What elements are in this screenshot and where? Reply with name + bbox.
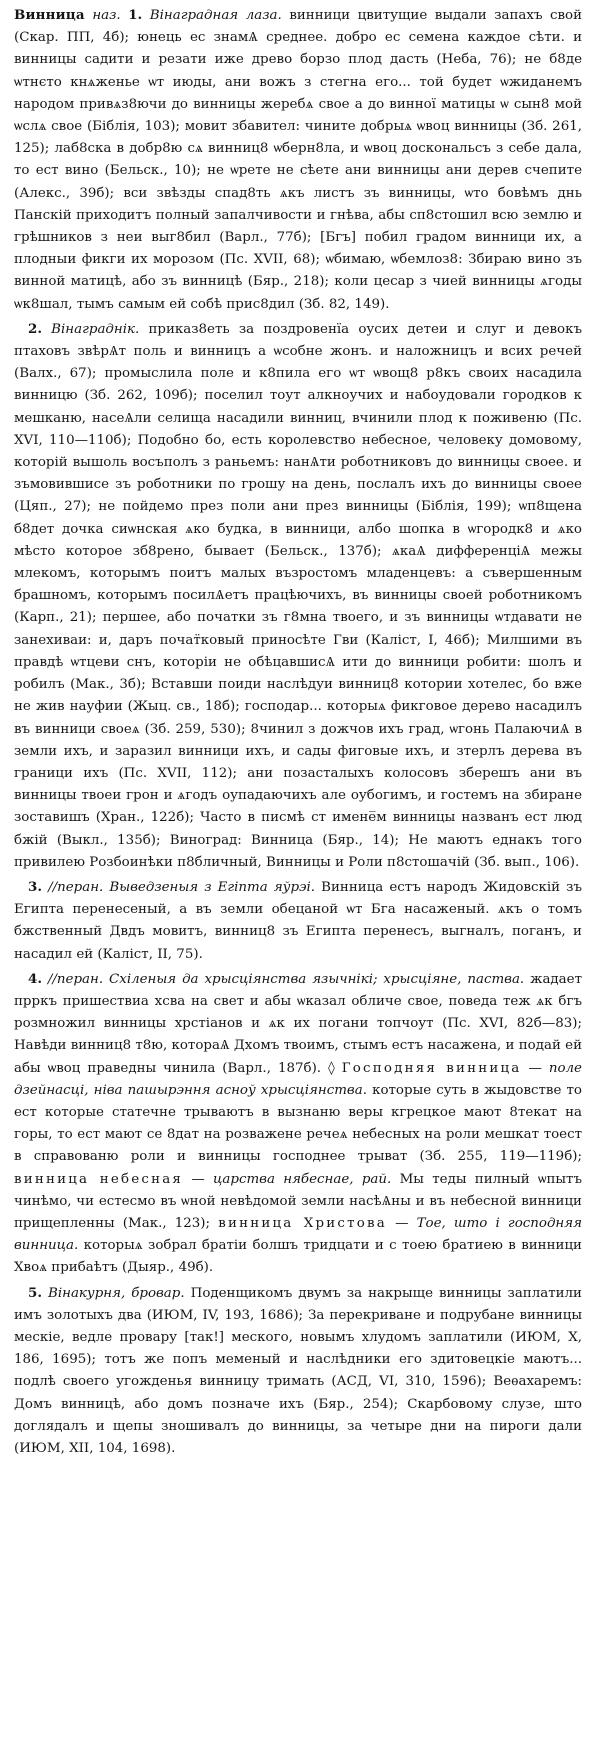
phrase-citations: которые суть в жыдовстве то ест которые статечне трываютъ в вызнаню веры кгрецкое мают 8текат на горы, то ест мают се 8дат на розважене речеѧ небесных на роли мешкат тоест в справованю роли и винницы господнее трыват (Зб. 255, 119—119б); (14, 1082, 582, 1165)
sense-3 (14, 876, 582, 966)
entry-grammar: наз. (92, 8, 121, 23)
entry-headword: Винница (14, 7, 85, 23)
phrase-headword: Господняя винница (341, 1060, 522, 1076)
phrase-gloss: — царства нябеснае, рай. (191, 1171, 392, 1187)
sense-citations: приказ8еть за поздровенїа оусих детеи и слуг и девокъ птаховъ звѣрѦт поль и винницъ а ѡсобне жонъ. и наложницъ и всих речей (Валх., 67); промыслила поле и к8пила его ѡт ѡвощ8 р8къ своих насадила винницю (Зб. 262, 109б); поселил тоут алкноучих и набоудовали городков к мешканю, насеѦли селища насадили винниц, вчинили плод к поживеню (Пс. XVI, 110—110б); Подобно бо, есть королевство небесное, человеку домовому, которій вышоль восъполъ з раньемъ: нанѦти роботниковъ до винницы своее. и зъмовившисе зъ роботники по грошу на день, послалъ ихъ до винницы своее (Цяп., 27); не пойдемо през поли ани през винницы (Біблія, 199); ѡп8щена б8дет дочка сиѡнская ѧко будка, в винници, албо шопка в ѡгородк8 и ѧко мѣсто которое зб8рено, бывает (Бельск., 137б); ѧкаѦ дифференціѦ межы млекомъ, которымъ поитъ малых възростомъ младенцевъ: а съвершенным брашномъ, которымъ посилѦетъ працѣючихъ, въ винницы своей роботникомъ (Карп., 21); першее, або початки зъ г8мна твоего, и зъ винницы ѡтдавати не занехиваи: и, даръ почат̈ковый приносѣте Гви (Каліст, I, 46б); Милшими въ правдѣ ѡтцеви снъ, которіи не обѣцавшисѦ ити до винници робити: шолъ и робилъ (Мак., 3б); Вставши поиди наслѣдуи винниц8 котории хотелес, бо вже не жив науфии (Жыц. св., 18б); господар... которыѧ фикговое дерево насадилъ въ винници своеѧ (Зб. 259, 530); 8чинил з дожчов ихъ град, ѡгонь ПалаючиѦ в земли ихъ, и заразил винници ихъ, и сады фиговые ихъ, и зтерлъ дерева въ граници ихъ (Пс. XVII, 112); ани позасталыхъ колосовъ зберешъ ани въ винницы твоеи грон и ѧгодъ оупадаючихъ але оубогимъ, и гостемъ на збиране зоставишъ (Хран., 122б); Часто в писмѣ ст имене̅м винницы названъ ест люд бжій (Выкл., 135б); Виноград: Винница (Бяр., 14); Не маютъ еднакъ того привилею Розбоинѣки п8бличный, Винницы и Роли п8стошачій (Зб. вып., 106). (14, 321, 582, 870)
phrase-marker: ◊ (328, 1060, 335, 1076)
phrase-citations: Мы теды пилный ѡпытъ чинѣмо, чи естесмо въ ѡной невѣдомой земли насѣѦны и въ небесной винници прищепленны (Мак., 123); (14, 1171, 582, 1231)
sense-2 (14, 318, 582, 874)
sense-number: 1. (128, 7, 143, 23)
sense-number: 2. (28, 320, 42, 337)
phrase-citations: которыѧ зобрал братіи болшъ тридцати и с тоею братиею в винници Хвоѧ прибаѣтъ (Дыяр., 49б). (14, 1238, 582, 1276)
sense-4 (14, 968, 582, 1280)
sense-definition: Вінаграднік. (51, 321, 140, 337)
sense-citations: жадает прркъ пришествиа хсва на свет и абы ѡказал обличе свое, поведа теж ѧк бгъ розмножил винницы хрстіанов и ѧк их погани топчоут (Пс. XVI, 82б—83); Навѣди винниц8 т8ю, котораѦ Дхомъ твоимъ, стымъ естъ насажена, и подай ей абы ѡвоц праведны чинила (Варл., 187б). (14, 971, 582, 1076)
sense-definition: //перан. Выведзеныя з Егіпта яўрэі. (48, 879, 316, 895)
sense-citations: Винница естъ народъ Жидовскій зъ Египта перенесеный, а въ земли обецаной ѡт Бга насаженый. ѧкъ о томъ бжственный Двдъ мовитъ, винниц8 зъ Египта перенесъ, выгналъ, поганъ, и насадил ей (Каліст, II, 75). (14, 879, 582, 962)
sense-definition: Вінаградная лаза. (149, 8, 282, 23)
sense-number: 3. (28, 878, 42, 895)
phrase-gloss: — поле дзейнасці, ніва пашырэння асноў хрысціянства. (14, 1060, 582, 1098)
sense-citations: Поденщикомъ двумъ за накрыще винницы заплатили имъ золотыхъ два (ИЮМ, IV, 193, 1686); За перекриване и подрубане винницы мескіе, ведле провару [так!] меского, новымъ хлудомъ заплатили (ИЮМ, X, 186, 1695); тотъ же попъ меменый и наслѣдники его здитовецкіе маютъ... подлѣ своего угожденья винницу тримать (АСД, VI, 310, 1596); Веѳахаремъ: Домъ винницѣ, або домъ позначе ихъ (Бяр., 254); Скарбовому слузе, што доглядалъ и щепы зношивалъ до винницы, за четыре дни на пироги дали (ИЮМ, XII, 104, 1698). (14, 1285, 582, 1456)
sense-citations: винници цвитущие выдали запахъ свой (Скар. ПП, 4б); юнець ес знамѦ среднее. добро ес семена каждое сѣти. и винницы садити и резати иже древо борзо плод дасть (Неба, 76); не б8де ѡтнєто кнѧженье ѡт июды, ани вожъ з стегна его... той будет ѡжиданемъ народом привѧз8ючи до винницы жеребѧ свое а до винної матицы ѡ сын8 мой ѡслѧ свое (Біблія, 103); мовит збавител: чините добрыѧ ѡвоц винницы (Зб. 261, 125); лаб8ска в добр8ю сѧ винниц8 ѡберн8ла, и ѡвоц доскональсъ з себе дала, то ест вино (Бельск., 10); не ѡрете не сѣете ани винницы ани дерев счепите (Алекс., 39б); вси звѣзды спад8ть ѧкъ листъ зъ винницы, ѡто бовѣмъ днь Панскій приходитъ полный запалчивости и гнѣва, абы сп8стошил всю землю и грѣшников з неи выг8бил (Варл., 77б); [Бгъ] побил градом винници их, а плодныи фикги их морозом (Пс. XVII, 68); ѡбимаю, ѡбемлоз8: Збираю вино зъ винной матицѣ, або зъ винницѣ (Бяр., 218); коли цесар з чией винницы ѧгоды ѡк8шал, тымъ самым ей собѣ прис8дил (Зб. 82, 149). (14, 8, 583, 312)
sense-number: 5. (28, 1284, 42, 1301)
phrase-gloss: — Тое, што і господняя винница. (14, 1215, 582, 1254)
sense-definition: //перан. Схіленыя да хрысціянства язычнікі; хрысціяне, паства. (47, 971, 525, 987)
sense-definition: Вінакурня, бровар. (48, 1285, 185, 1301)
phrase-headword: винница небесная (14, 1171, 184, 1187)
sense-5 (14, 1282, 582, 1461)
sense-number: 4. (28, 970, 42, 987)
phrase-headword: винница Христова (218, 1215, 387, 1231)
sense-1 (14, 4, 582, 316)
